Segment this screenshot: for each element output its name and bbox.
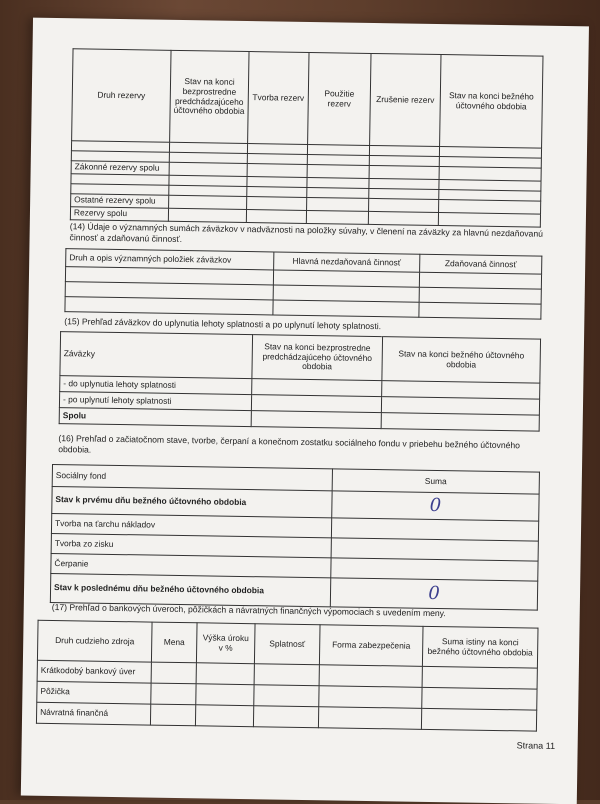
column-header: Záväzky bbox=[60, 332, 253, 379]
social-fund-table bbox=[50, 464, 540, 611]
row-label: Pôžička bbox=[37, 681, 151, 704]
column-header: Výška úroku v % bbox=[196, 623, 255, 664]
due-liabilities-table bbox=[59, 331, 541, 432]
reserves-table bbox=[70, 48, 544, 227]
column-header: Hlavná nezdaňovaná činnosť bbox=[274, 252, 420, 272]
column-header: Stav na konci bežného účtovného obdobia bbox=[382, 337, 541, 383]
column-header: Splatnosť bbox=[254, 624, 320, 665]
row-label: Ostatné rezervy spolu bbox=[71, 194, 169, 209]
column-header: Forma zabezpečenia bbox=[319, 625, 423, 667]
section-16-caption: (16) Prehľad o začiatočnom stave, tvorbe, čerpaní a konečnom zostatku sociálneho fondu v priebehu bežného účtovného obdobia. bbox=[58, 433, 521, 455]
row-label: Čerpanie bbox=[51, 553, 331, 577]
row-label: Tvorba zo zisku bbox=[51, 533, 331, 557]
bank-loans-table bbox=[36, 620, 539, 732]
row-label: Návratná finančná bbox=[36, 702, 150, 725]
section-15-caption: (15) Prehľad záväzkov do uplynutia lehoty splatnosti a po uplynutí lehoty splatnosti. bbox=[64, 316, 382, 332]
column-header: Stav na konci bezprostredne predchádzajúceho účtovného obdobia bbox=[252, 335, 383, 381]
section-17-caption: (17) Prehľad o bankových úveroch, pôžičkách a návratných finančných výpomociach s uvedením meny. bbox=[51, 602, 446, 619]
handwritten-value: 0 bbox=[330, 578, 537, 610]
column-header: Tvorba rezerv bbox=[248, 52, 309, 145]
table-header-row bbox=[72, 49, 543, 148]
section-14-caption: (14) Údaje o významných sumách záväzkov v nadväznosti na položky súvahy, v členení na záväzky za hlavnú nezdaňovanú činnosť a zdaňovanú činnosť. bbox=[69, 221, 544, 245]
row-label: Tvorba na ťarchu nákladov bbox=[51, 513, 331, 537]
column-header: Stav na konci bezprostredne predchádzajúceho účtovného obdobia bbox=[170, 50, 249, 143]
row-label: Rezervy spolu bbox=[70, 207, 168, 222]
table-header-row bbox=[60, 332, 541, 384]
row-label: Spolu bbox=[59, 408, 251, 427]
document-page bbox=[21, 18, 589, 804]
row-label: - do uplynutia lehoty splatnosti bbox=[60, 376, 252, 395]
column-header: Suma istiny na konci bežného účtovného obdobia bbox=[422, 626, 538, 668]
row-label: Stav k prvému dňu bežného účtovného obdobia bbox=[52, 486, 332, 517]
column-header: Druh rezervy bbox=[72, 49, 171, 143]
page-number: Strana 11 bbox=[516, 740, 556, 751]
liabilities-table bbox=[64, 248, 542, 319]
row-label: - po uplynutí lehoty splatnosti bbox=[59, 392, 251, 411]
handwritten-value: 0 bbox=[332, 491, 539, 521]
column-header: Použitie rezerv bbox=[308, 52, 371, 145]
row-label: Stav k poslednému dňu bežného účtovného obdobia bbox=[50, 573, 330, 606]
column-header: Zdaňovaná činnosť bbox=[420, 254, 542, 274]
column-header: Mena bbox=[151, 622, 197, 663]
column-header: Suma bbox=[332, 469, 539, 494]
column-header: Sociálny fond bbox=[52, 464, 332, 490]
column-header: Zrušenie rezerv bbox=[370, 53, 441, 146]
column-header: Druh cudzieho zdroja bbox=[37, 620, 152, 662]
column-header: Stav na konci bežného účtovného obdobia bbox=[440, 55, 543, 149]
column-header: Druh a opis významných položiek záväzkov bbox=[66, 249, 274, 270]
row-label: Zákonné rezervy spolu bbox=[71, 161, 169, 176]
row-label: Krátkodobý bankový úver bbox=[37, 660, 151, 683]
